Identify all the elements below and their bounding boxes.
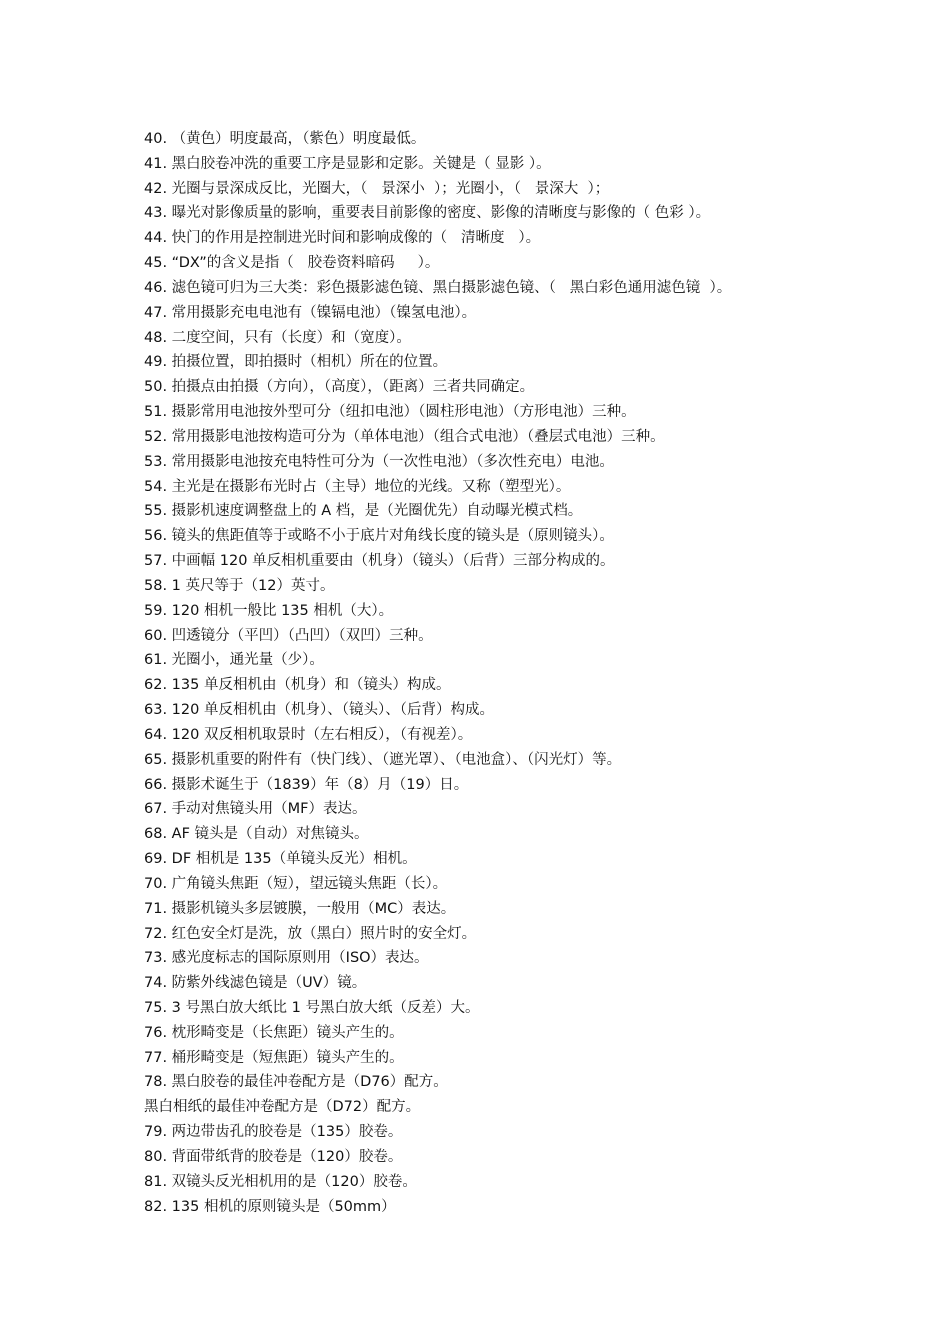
list-item: 70. 广角镜头焦距（短），望远镜头焦距（长）。 <box>144 875 448 892</box>
list-item: 65. 摄影机重要的附件有（快门线）、（遮光罩）、（电池盒）、（闪光灯）等。 <box>144 751 622 768</box>
list-item: 64. 120 双反相机取景时（左右相反），（有视差）。 <box>144 726 473 743</box>
list-item: 71. 摄影机镜头多层镀膜，一般用（MC）表达。 <box>144 900 456 917</box>
list-item: 79. 两边带齿孔的胶卷是（135）胶卷。 <box>144 1124 403 1141</box>
list-item: 60. 凹透镜分（平凹）（凸凹）（双凹）三种。 <box>144 627 433 644</box>
list-item: 43. 曝光对影像质量的影响，重要表目前影像的密度、影像的清晰度与影像的（ 色彩 ）。 <box>144 205 711 222</box>
list-item: 58. 1 英尺等于（12）英寸。 <box>144 577 335 594</box>
list-item: 49. 拍摄位置，即拍摄时（相机）所在的位置。 <box>144 354 448 371</box>
list-item: 68. AF 镜头是（自动）对焦镜头。 <box>144 826 369 843</box>
list-item: 81. 双镜头反光相机用的是（120）胶卷。 <box>144 1173 417 1190</box>
list-item: 80. 背面带纸背的胶卷是（120）胶卷。 <box>144 1148 403 1165</box>
list-item: 53. 常用摄影电池按充电特性可分为（一次性电池）（多次性充电）电池。 <box>144 453 614 470</box>
list-item: 46. 滤色镜可归为三大类：彩色摄影滤色镜、黑白摄影滤色镜、（ 黑白彩色通用滤色镜 ）。 <box>144 279 732 296</box>
list-item: 69. DF 相机是 135（单镜头反光）相机。 <box>144 851 417 868</box>
list-item: 72. 红色安全灯是洗，放（黑白）照片时的安全灯。 <box>144 925 477 942</box>
list-item: 黑白相纸的最佳冲卷配方是（D72）配方。 <box>144 1099 421 1116</box>
list-item: 82. 135 相机的原则镜头是（50mm） <box>144 1198 396 1215</box>
list-item: 74. 防紫外线滤色镜是（UV）镜。 <box>144 975 367 992</box>
list-item: 59. 120 相机一般比 135 相机（大）。 <box>144 602 394 619</box>
list-item: 45. “DX”的含义是指（ 胶卷资料暗码 ）。 <box>144 255 440 272</box>
list-item: 73. 感光度标志的国际原则用（ISO）表达。 <box>144 950 429 967</box>
list-item: 63. 120 单反相机由（机身）、（镜头）、（后背）构成。 <box>144 702 494 719</box>
list-item: 77. 桶形畸变是（短焦距）镜头产生的。 <box>144 1049 404 1066</box>
list-item: 50. 拍摄点由拍摄（方向），（高度），（距离）三者共同确定。 <box>144 379 535 396</box>
list-item: 75. 3 号黑白放大纸比 1 号黑白放大纸（反差）大。 <box>144 999 480 1016</box>
list-item: 47. 常用摄影充电电池有（镍镉电池）（镍氢电池）。 <box>144 304 477 321</box>
qa-list <box>144 127 924 1219</box>
list-item: 76. 枕形畸变是（长焦距）镜头产生的。 <box>144 1024 404 1041</box>
list-item: 41. 黑白胶卷冲洗的重要工序是显影和定影。关键是（ 显影 ）。 <box>144 155 551 172</box>
list-item: 56. 镜头的焦距值等于或略不小于底片对角线长度的镜头是（原则镜头）。 <box>144 528 614 545</box>
list-item: 44. 快门的作用是控制进光时间和影响成像的（ 清晰度 ）。 <box>144 230 541 247</box>
list-item: 42. 光圈与景深成反比，光圈大，（ 景深小 ）；光圈小，（ 景深大 ）； <box>144 180 610 197</box>
list-item: 55. 摄影机速度调整盘上的 A 档，是（光圈优先）自动曝光模式档。 <box>144 503 583 520</box>
list-item: 57. 中画幅 120 单反相机重要由（机身）（镜头）（后背）三部分构成的。 <box>144 553 615 570</box>
list-item: 51. 摄影常用电池按外型可分（纽扣电池）（圆柱形电池）（方形电池）三种。 <box>144 404 636 421</box>
list-item: 62. 135 单反相机由（机身）和（镜头）构成。 <box>144 677 451 694</box>
list-item: 61. 光圈小，通光量（少）。 <box>144 652 324 669</box>
list-item: 40. （黄色）明度最高，（紫色）明度最低。 <box>144 131 426 147</box>
list-item: 52. 常用摄影电池按构造可分为（单体电池）（组合式电池）（叠层式电池）三种。 <box>144 428 665 445</box>
list-item: 54. 主光是在摄影布光时占（主导）地位的光线。又称（塑型光）。 <box>144 478 571 495</box>
list-item: 48. 二度空间，只有（长度）和（宽度）。 <box>144 329 411 346</box>
list-item: 67. 手动对焦镜头用（MF）表达。 <box>144 801 367 818</box>
list-item: 66. 摄影术诞生于（1839）年（8）月（19）日。 <box>144 776 469 793</box>
list-item: 78. 黑白胶卷的最佳冲卷配方是（D76）配方。 <box>144 1074 448 1091</box>
